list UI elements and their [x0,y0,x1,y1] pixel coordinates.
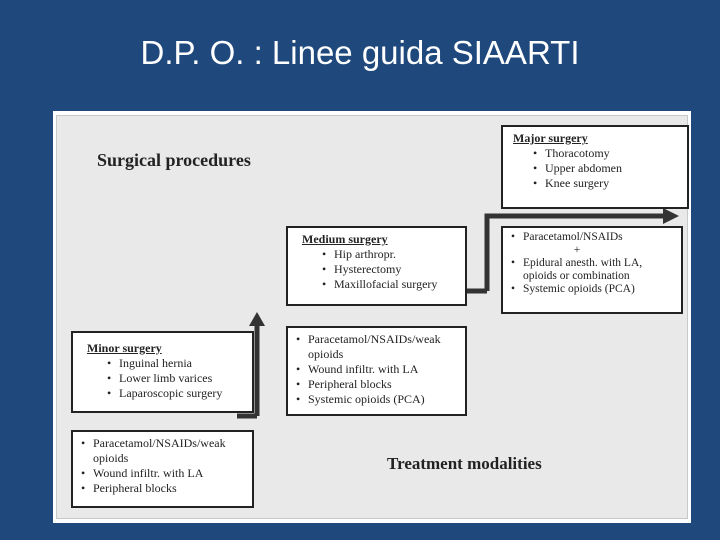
major-treatment-item: • Epidural anesth. with LA, opioids or combination [509,257,675,283]
minor-item: • Laparoscopic surgery [105,386,238,401]
minor-treatment-item: • Peripheral blocks [79,481,246,496]
minor-treatment-item: • Paracetamol/NSAIDs/weak opioids [79,436,246,466]
minor-item: • Inguinal hernia [105,356,238,371]
medium-treatment-item: • Paracetamol/NSAIDs/weak opioids [294,332,459,362]
minor-treatment-box [71,430,254,508]
medium-item: • Hysterectomy [320,262,451,277]
major-surgery-heading: Major surgery [513,131,588,145]
slide-title: D.P. O. : Linee guida SIAARTI [140,34,580,71]
minor-surgery-box [71,331,254,413]
minor-surgery-heading: Minor surgery [87,341,162,355]
major-treatment-item: • Paracetamol/NSAIDs [509,231,675,244]
treatment-modalities-title: Treatment modalities [387,454,542,473]
major-item: • Thoracotomy [531,146,677,161]
figure-panel [56,115,688,519]
major-item: • Upper abdomen [531,161,677,176]
step-arrow-3-head [663,208,679,224]
step-arrow-1-head [249,312,265,326]
medium-treatment-item: • Wound infiltr. with LA [294,362,459,377]
plus-sign: + [573,244,581,256]
medium-treatment-item: • Systemic opioids (PCA) [294,392,459,407]
surgical-procedures-title: Surgical procedures [97,150,251,170]
medium-treatment-item: • Peripheral blocks [294,377,459,392]
guideline-figure [53,111,691,523]
minor-item: • Lower limb varices [105,371,238,386]
medium-treatment-box [286,326,467,416]
major-surgery-box [501,125,689,209]
medium-item: • Hip arthropr. [320,247,451,262]
major-treatment-item: • Systemic opioids (PCA) [509,283,675,296]
medium-item: • Maxillofacial surgery [320,277,451,292]
medium-surgery-box [286,226,467,306]
major-item: • Knee surgery [531,176,677,191]
medium-surgery-heading: Medium surgery [302,232,388,246]
major-treatment-box [501,226,683,314]
minor-treatment-item: • Wound infiltr. with LA [79,466,246,481]
